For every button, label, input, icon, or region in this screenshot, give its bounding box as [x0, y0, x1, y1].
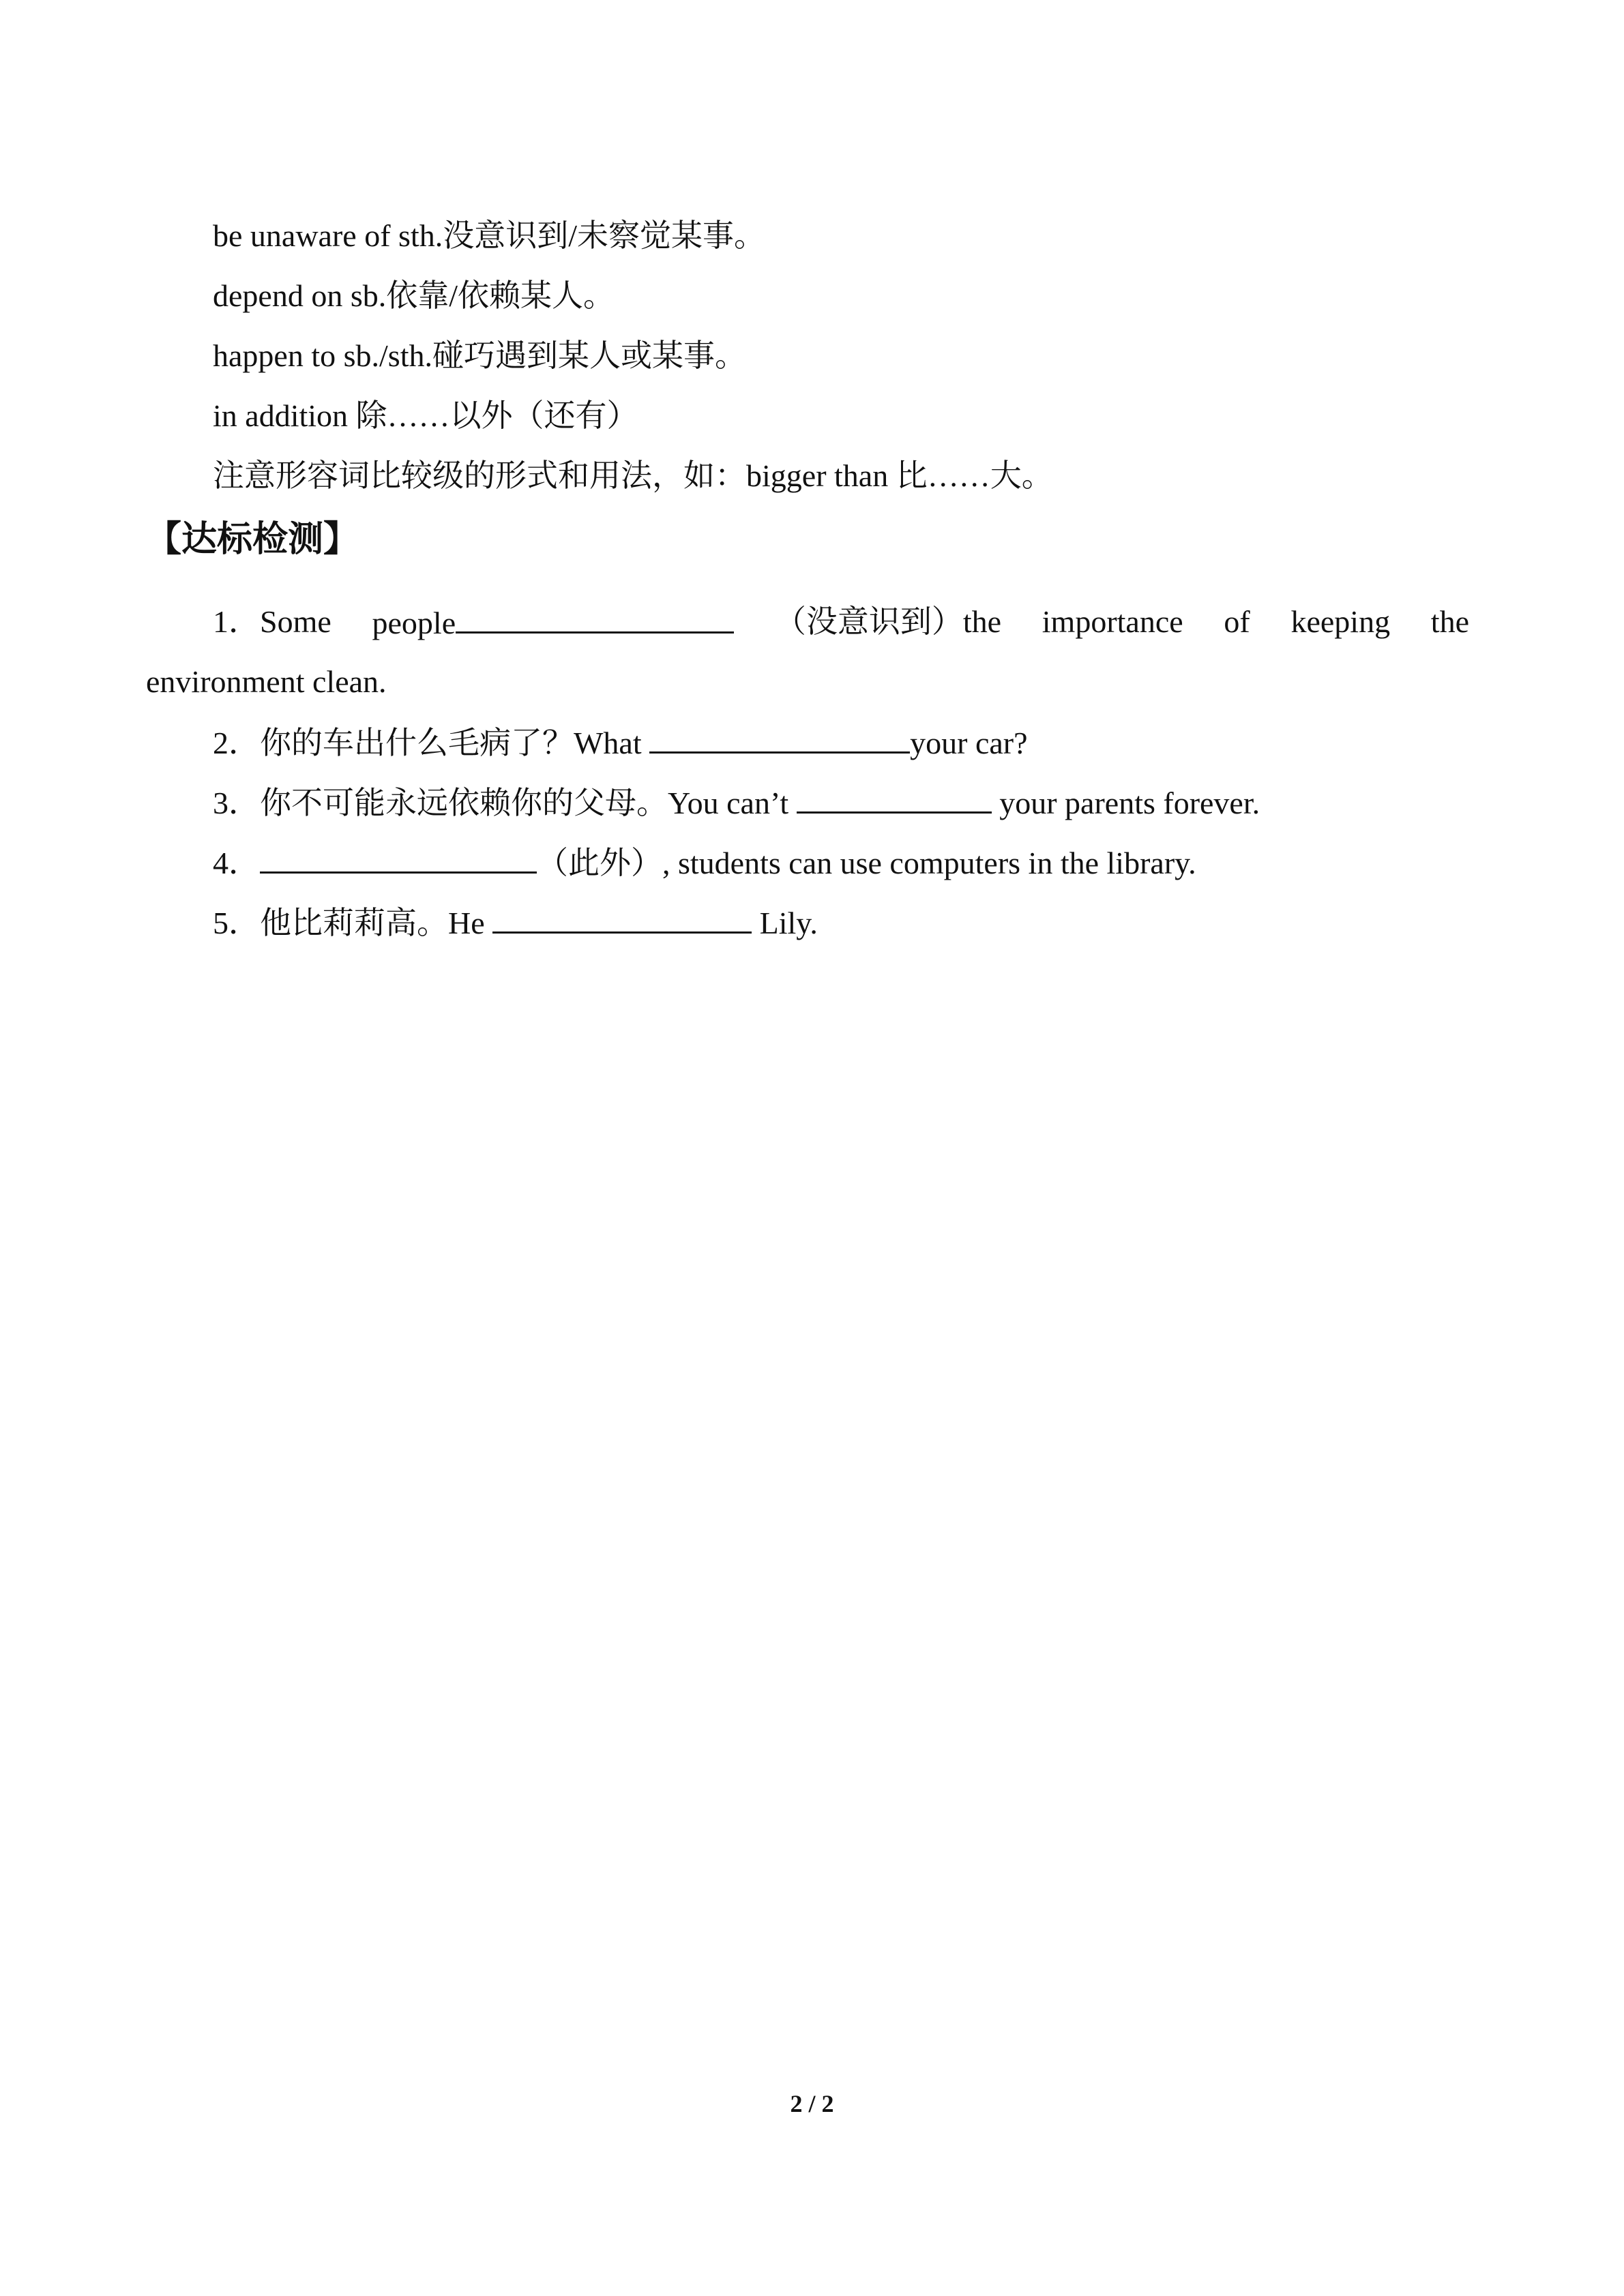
exercise-1-word-the: the	[1430, 604, 1469, 639]
exercise-4-line	[213, 841, 1196, 884]
exercise-3-tail: your parents forever.	[991, 786, 1260, 820]
exercise-3-prompt: 你不可能永远依赖你的父母。You can’t	[260, 786, 797, 820]
exercise-5-tail: Lily.	[752, 906, 818, 940]
answer-blank-1[interactable]	[456, 601, 734, 633]
exercise-2-number: 2．	[213, 726, 260, 760]
exercise-1-word-importance: importance	[1042, 604, 1183, 639]
section-heading: 【达标检测】	[146, 519, 359, 560]
note-line-2: depend on sb.依靠/依赖某人。	[213, 278, 615, 313]
exercise-5-line	[213, 901, 818, 944]
exercise-2-prompt: 你的车出什么毛病了？What	[260, 726, 650, 760]
note-line-1: be unaware of sth.没意识到/未察觉某事。	[213, 218, 765, 253]
exercise-1-word-of: of	[1224, 604, 1250, 639]
exercise-1-people: people	[372, 601, 735, 644]
exercise-1-word-keeping: keeping	[1290, 604, 1391, 639]
answer-blank-5[interactable]	[492, 901, 752, 934]
exercise-1-lead: 1．Some	[213, 604, 331, 639]
exercise-4-number: 4．	[213, 846, 260, 880]
exercise-3-number: 3．	[213, 786, 260, 820]
exercise-1-line	[213, 601, 1469, 644]
exercise-2-tail: your car?	[910, 726, 1028, 760]
exercise-1-continuation: environment clean.	[146, 664, 387, 699]
answer-blank-4[interactable]	[260, 841, 537, 874]
exercise-2-line	[213, 721, 1028, 764]
page-indicator: 2 / 2	[790, 2090, 834, 2117]
answer-blank-3[interactable]	[797, 781, 992, 814]
exercise-1-hint: （没意识到）the	[774, 604, 1002, 639]
note-line-5: 注意形容词比较级的形式和用法，如：bigger than 比……大。	[213, 458, 1053, 493]
note-line-4: in addition 除……以外（还有）	[213, 398, 638, 433]
answer-blank-2[interactable]	[649, 721, 910, 754]
exercise-5-number: 5．	[213, 906, 260, 940]
note-line-3: happen to sb./sth.碰巧遇到某人或某事。	[213, 338, 746, 373]
exercise-4-tail: （此外）, students can use computers in the library.	[537, 846, 1196, 880]
exercise-5-prompt: 他比莉莉高。He	[260, 906, 493, 940]
exercise-3-line	[213, 781, 1260, 824]
